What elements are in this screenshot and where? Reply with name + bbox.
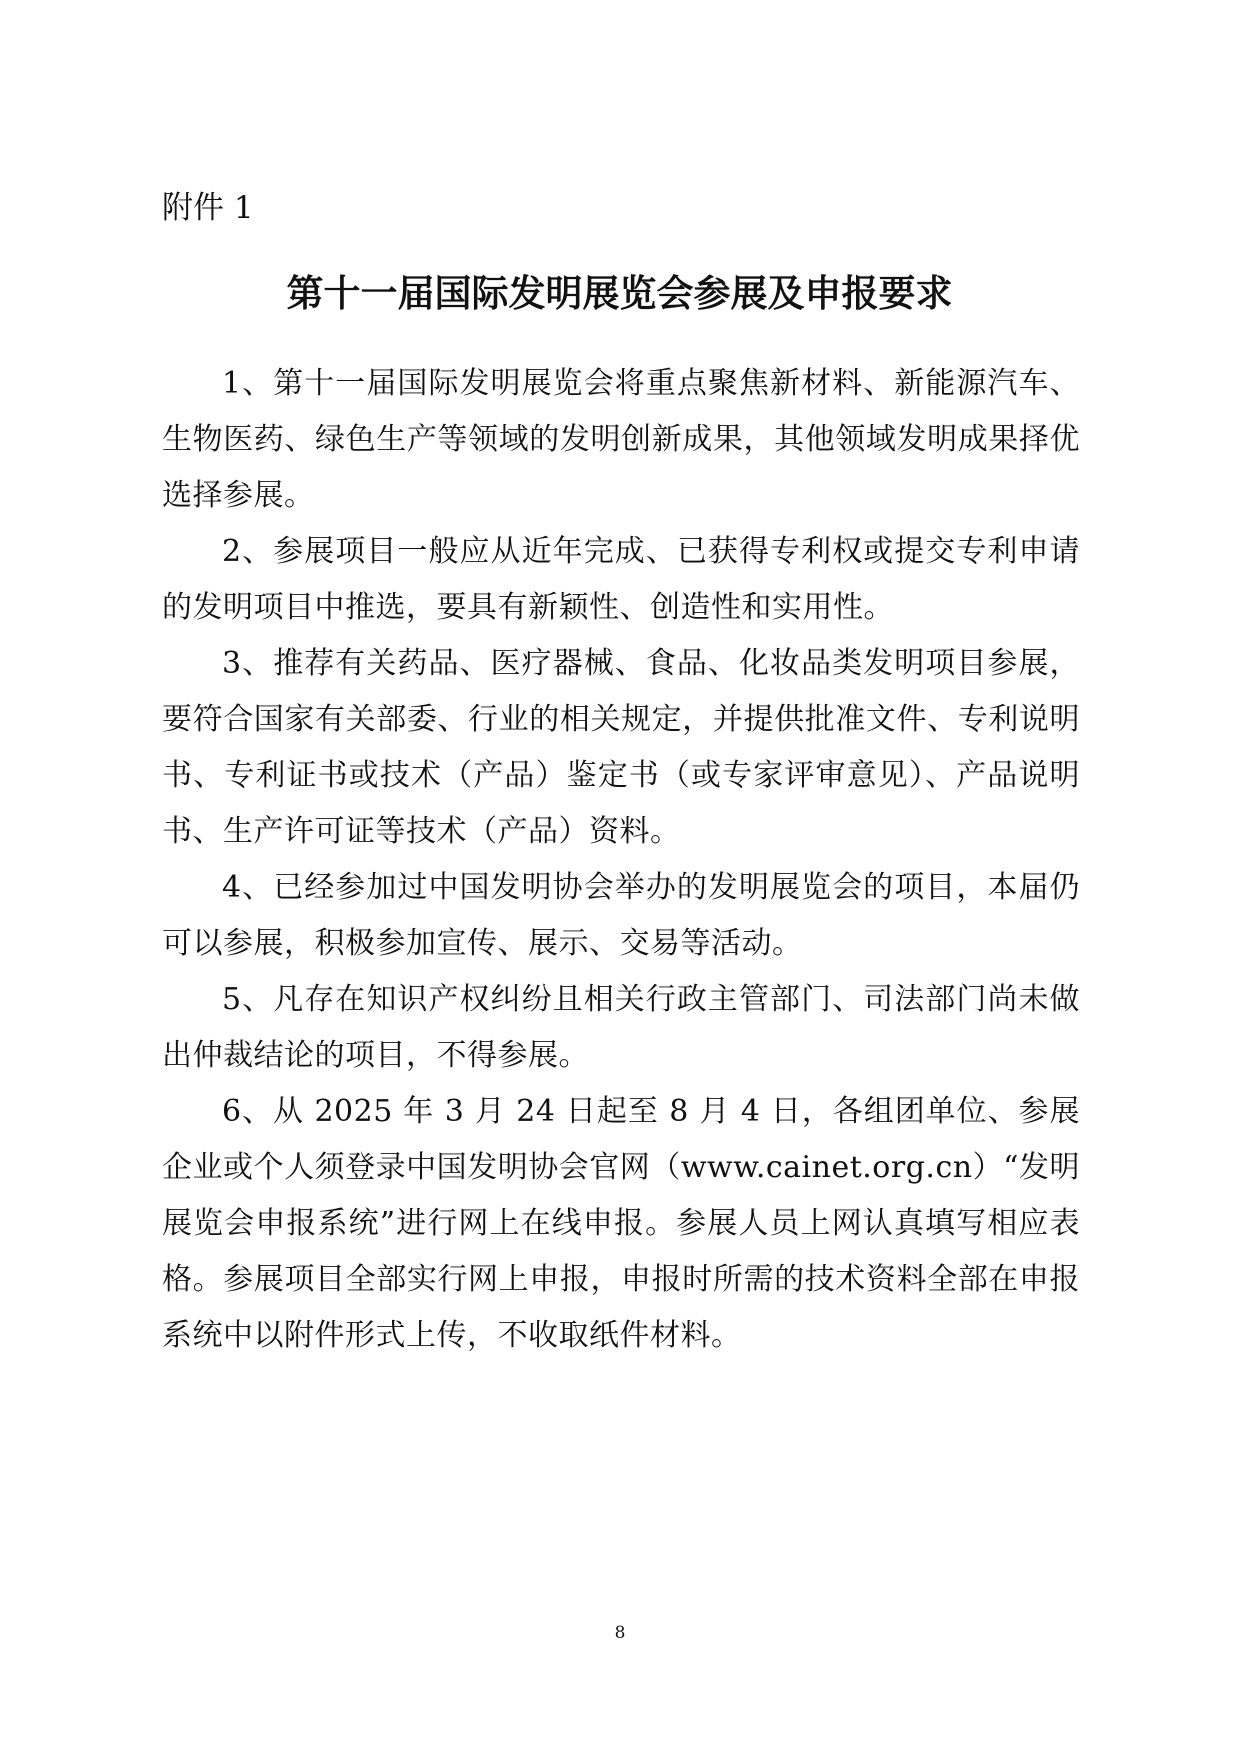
- paragraph-4: 4、已经参加过中国发明协会举办的发明展览会的项目，本届仍可以参展，积极参加宣传、展示、交易等活动。: [162, 870, 1080, 961]
- paragraph-2: 2、参展项目一般应从近年完成、已获得专利权或提交专利申请的发明项目中推选，要具有新颖性、创造性和实用性。: [162, 534, 1080, 625]
- page-number: 8: [614, 1623, 626, 1643]
- document-body: [162, 356, 1080, 1364]
- attachment-label: 附件 1: [162, 190, 254, 226]
- paragraph-1: 1、第十一届国际发明展览会将重点聚焦新材料、新能源汽车、生物医药、绿色生产等领域的发明创新成果，其他领域发明成果择优选择参展。: [162, 366, 1080, 513]
- paragraph-3: 3、推荐有关药品、医疗器械、食品、化妆品类发明项目参展，要符合国家有关部委、行业的相关规定，并提供批准文件、专利说明书、专利证书或技术（产品）鉴定书（或专家评审意见）、产品说明书、生产许可证等技术（产品）资料。: [162, 646, 1080, 849]
- document-title: 第十一届国际发明展览会参展及申报要求: [286, 271, 953, 315]
- paragraph-5: 5、凡存在知识产权纠纷且相关行政主管部门、司法部门尚未做出仲裁结论的项目，不得参展。: [162, 982, 1080, 1073]
- paragraph-6: 6、从 2025 年 3 月 24 日起至 8 月 4 日，各组团单位、参展企业或个人须登录中国发明协会官网（www.cainet.org.cn）“发明展览会申报系统”进行网上在线申报。参展人员上网认真填写相应表格。参展项目全部实行网上申报，申报时所需的技术资料全部在申报系统中以附件形式上传，不收取纸件材料。: [162, 1094, 1080, 1353]
